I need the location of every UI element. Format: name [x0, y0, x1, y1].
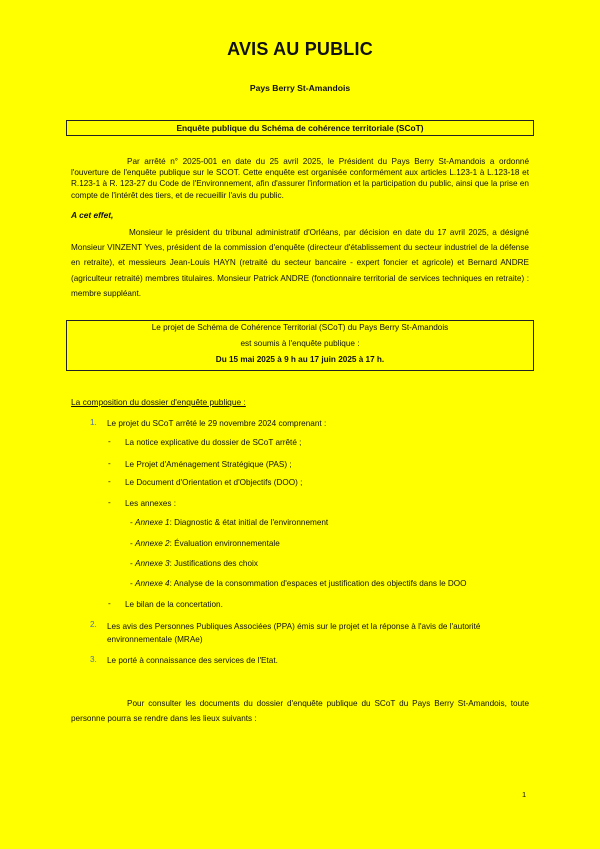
annex-text: : Évaluation environnementale: [169, 539, 280, 548]
annex-prefix: -: [130, 539, 136, 548]
list-item: Le porté à connaissance des services de l'Etat.: [107, 656, 278, 665]
annex-item: [130, 518, 328, 527]
list-item: Les annexes :: [125, 499, 176, 508]
list-dash: -: [108, 459, 111, 468]
list-number: 3.: [90, 655, 97, 664]
annex-text: : Justifications des choix: [169, 559, 258, 568]
list-dash: -: [108, 498, 111, 507]
annex-prefix: -: [130, 518, 136, 527]
designation-paragraph: Monsieur le président du tribunal administratif d'Orléans, par décision en date du 17 avril 2025, a désigné Monsieur VINZENT Yves, président de la commission d'enquête (directeur d'établissement du secteur industriel de la défense en retraite), et messieurs Jean-Louis HAYN (retraité du secteur bancaire - expert foncier et agricole) et Bernard ANDRE (agriculteur retraité) membres titulaires. Monsieur Patrick ANDRE (fonctionnaire territorial de services techniques en retraite) : membre suppléant.: [71, 228, 529, 298]
page-title: AVIS AU PUBLIC: [227, 39, 373, 59]
list-dash: -: [108, 477, 111, 486]
consult-paragraph: Pour consulter les documents du dossier d'enquête publique du SCoT du Pays Berry St-Amandois, toute personne pourra se rendre dans les lieux suivants :: [71, 699, 529, 724]
inquiry-box-line2: est soumis à l'enquête publique :: [240, 339, 360, 348]
inquiry-title-box: Enquête publique du Schéma de cohérence territoriale (SCoT): [66, 120, 534, 136]
annex-text: : Analyse de la consommation d'espaces et justification des objectifs dans le DOO: [169, 579, 467, 588]
inquiry-box-line1: Le projet de Schéma de Cohérence Territorial (SCoT) du Pays Berry St-Amandois: [151, 323, 449, 332]
list-number: 2.: [90, 620, 97, 629]
annex-prefix: -: [130, 579, 136, 588]
annex-text: : Diagnostic & état initial de l'environnement: [169, 518, 329, 527]
annex-label: Annexe 2: [135, 539, 170, 548]
annex-item: [130, 539, 280, 548]
inquiry-dates-box: [66, 320, 534, 371]
list-item: La notice explicative du dossier de SCoT arrêté ;: [125, 438, 302, 447]
a-cet-effet-label: A cet effet,: [71, 210, 114, 220]
page-subtitle: Pays Berry St-Amandois: [249, 83, 351, 93]
list-item: Le projet du SCoT arrêté le 29 novembre 2024 comprenant :: [107, 419, 327, 428]
list-item: Le Document d'Orientation et d'Objectifs (DOO) ;: [125, 478, 303, 487]
annex-label: Annexe 3: [135, 559, 170, 568]
intro-paragraph: Par arrêté n° 2025-001 en date du 25 avril 2025, le Président du Pays Berry St-Amandois a ordonné l'ouverture de l'enquête publique sur le SCOT. Cette enquête est organisée conformément aux articles L.123-1 à L.123-18 et R.123-1 à R. 123-27 du Code de l'Environnement, afin d'assurer l'information et la participation du public, ainsi que la prise en compte de l'intérêt des tiers, et de recueillir l'avis du public.: [71, 157, 529, 200]
annex-label: Annexe 1: [135, 518, 170, 527]
list-dash: -: [108, 599, 111, 608]
list-item: Les avis des Personnes Publiques Associées (PPA) émis sur le projet et la réponse à l'avis de l'autorité environnementale (MRAe): [107, 622, 481, 644]
annex-label: Annexe 4: [135, 579, 170, 588]
annex-item: [130, 559, 258, 568]
composition-heading: La composition du dossier d'enquête publique :: [71, 397, 246, 407]
list-item: Le bilan de la concertation.: [125, 600, 223, 609]
list-number: 1.: [90, 418, 97, 427]
page-number: 1: [522, 790, 527, 799]
annex-prefix: -: [130, 559, 136, 568]
list-item: Le Projet d'Aménagement Stratégique (PAS) ;: [125, 460, 292, 469]
annex-item: [130, 579, 467, 588]
inquiry-dates: Du 15 mai 2025 à 9 h au 17 juin 2025 à 17 h.: [215, 355, 385, 364]
list-dash: -: [108, 437, 111, 446]
